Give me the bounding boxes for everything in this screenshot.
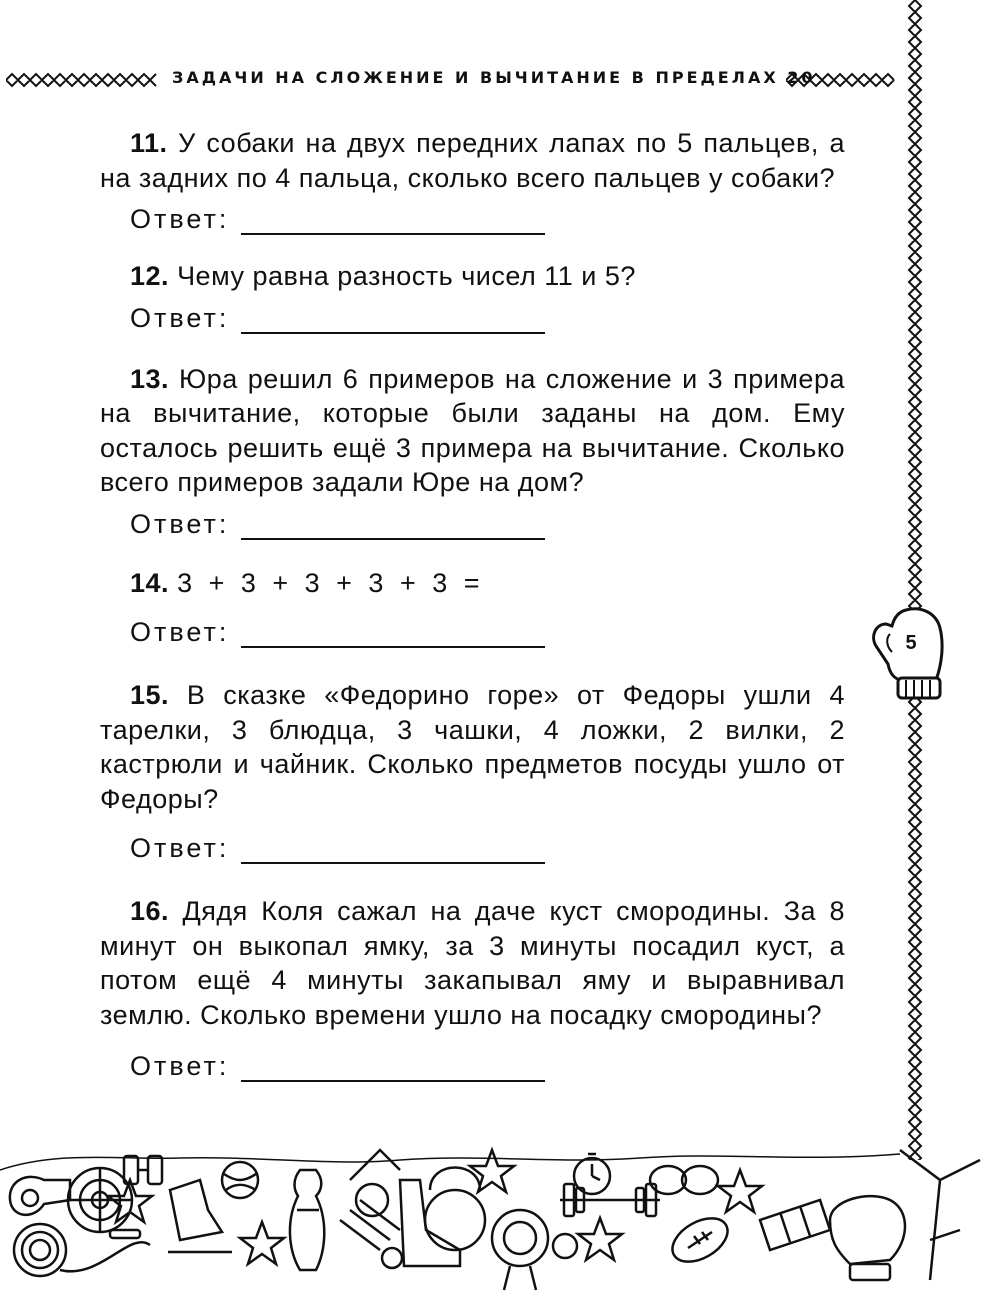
barbell-icon [560,1184,660,1216]
task-text: 3 + 3 + 3 + 3 + 3 = [177,567,480,598]
task-text: Чему равна разность чисел 11 и 5? [177,261,636,291]
answer-line[interactable] [241,514,545,540]
answer-label: Ответ: [130,302,230,333]
arrow-icon [900,1150,980,1280]
answer-label: Ответ: [130,617,230,647]
task-16 [100,894,845,1032]
bowling-pin-icon [290,1170,324,1270]
page-number: 5 [905,632,917,654]
task-15 [100,678,845,816]
task-number: 12. [130,261,170,291]
star-icon [240,1222,284,1264]
task-number: 11. [130,128,168,158]
answer-row [130,500,845,540]
target-icon [68,1168,132,1232]
medal-icon [492,1210,548,1290]
fins-icon [760,1200,830,1250]
answer-row [130,294,845,334]
kettlebell-icon [425,1168,485,1251]
sports-doodle-border [0,1140,986,1299]
answer-line[interactable] [241,308,545,334]
shuttlecock-icon [340,1200,402,1268]
answer-row [130,608,845,648]
boxing-glove-icon [830,1196,905,1280]
star-icon [470,1150,514,1192]
zigzag-border-left [6,72,158,88]
answer-row [130,195,845,235]
skate-icon [168,1180,232,1252]
task-11 [100,126,845,195]
whistle-icon [10,1177,70,1215]
task-number: 15. [130,680,170,710]
answer-row [130,824,845,864]
task-12 [100,259,845,294]
task-13 [100,362,845,500]
page-header [0,60,900,100]
page-title: ЗАДАЧИ НА СЛОЖЕНИЕ И ВЫЧИТАНИЕ В ПРЕДЕЛАХ 20 [172,68,816,87]
boot-icon [400,1180,460,1266]
answer-line[interactable] [241,622,545,648]
answer-label: Ответ: [130,833,230,863]
task-number: 16. [130,896,170,926]
jump-rope-icon [14,1224,150,1276]
star-icon [718,1170,762,1212]
answer-line[interactable] [241,1056,545,1082]
answer-label: Ответ: [130,204,230,234]
zigzag-border-right [786,72,898,88]
answer-label: Ответ: [130,508,230,539]
task-list [100,126,845,1082]
star-icon [578,1218,622,1260]
task-text: Юра решил 6 примеров на сложение и 3 примера на вычитание, которые были заданы на дом. Ему осталось решить ещё 3 примера на вычитание. Сколько всего примеров задали Юре на дом? [100,363,845,497]
task-14 [100,566,845,601]
task-text: Дядя Коля сажал на даче куст смородины. За 8 минут он выкопал ямку, за 3 минуты посадил куст, а потом ещё 4 минуты закапывал яму и выравнивал землю. Сколько времени ушло на посадку смородины? [100,896,845,1030]
ball-icon [553,1234,577,1258]
ball-icon [222,1162,258,1198]
answer-line[interactable] [241,838,545,864]
football-icon [665,1209,735,1270]
zigzag-border-vertical [900,0,930,1160]
task-text: В сказке «Федорино горе» от Федоры ушли 4 тарелки, 3 блюдца, 3 чашки, 4 ложки, 2 вилки, 2 кастрюли и чайник. Сколько предметов посуды ушло от Федоры? [100,680,845,814]
answer-label: Ответ: [130,1051,230,1081]
goggles-icon [650,1166,718,1194]
answer-row [130,1042,845,1082]
task-number: 14. [130,567,170,598]
task-number: 13. [130,363,170,394]
answer-line[interactable] [241,209,545,235]
task-text: У собаки на двух передних лапах по 5 пальцев, а на задних по 4 пальца, сколько всего пальцев у собаки? [100,128,845,193]
